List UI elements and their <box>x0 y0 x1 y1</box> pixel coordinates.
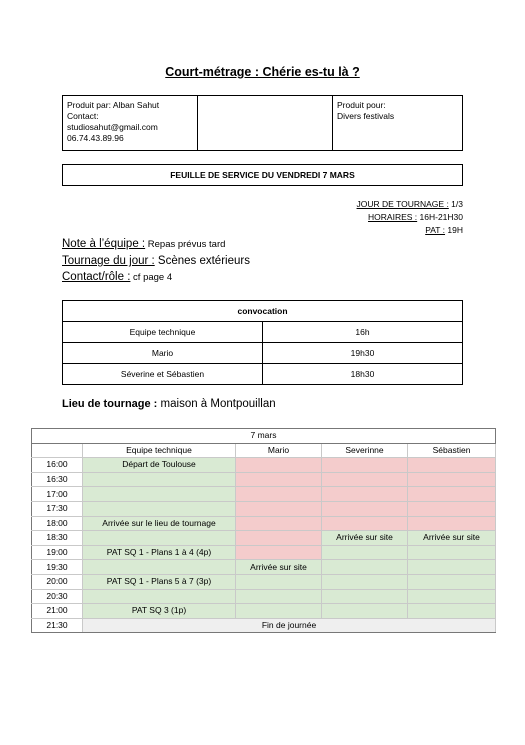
table-row <box>32 516 496 531</box>
table-row <box>32 560 496 575</box>
sebastien-cell <box>408 501 496 516</box>
mario-cell <box>236 458 322 473</box>
shoot-hours <box>368 212 463 222</box>
convocation-time: 16h <box>263 322 463 343</box>
severinne-cell <box>322 516 408 531</box>
mario-cell <box>236 516 322 531</box>
contact-note-label: Contact/rôle : <box>62 271 131 283</box>
sebastien-cell <box>408 604 496 619</box>
produced-for-label: Produit pour: <box>337 100 386 110</box>
mario-cell <box>236 604 322 619</box>
table-row <box>63 322 463 343</box>
shoot-of-day-value: Scènes extérieurs <box>154 255 250 267</box>
producer-name: Produit par: Alban Sahut <box>67 100 160 110</box>
table-row <box>32 531 496 546</box>
convocation-who: Equipe technique <box>63 322 263 343</box>
convocation-time: 19h30 <box>263 343 463 364</box>
convocation-who: Mario <box>63 343 263 364</box>
location-label: Lieu de tournage : <box>62 398 158 410</box>
mario-cell <box>236 487 322 502</box>
sebastien-cell <box>408 545 496 560</box>
shoot-hours-label: HORAIRES : <box>368 212 418 222</box>
produced-for-value: Divers festivals <box>337 111 395 121</box>
team-note-label: Note à l’équipe : <box>62 238 146 250</box>
time-cell: 20:30 <box>32 589 83 604</box>
shoot-of-day-label: Tournage du jour : <box>62 255 155 267</box>
schedule-date: 7 mars <box>32 429 496 444</box>
tech-cell: PAT SQ 1 - Plans 5 à 7 (3p) <box>83 574 236 589</box>
severinne-cell <box>322 589 408 604</box>
tech-cell <box>83 589 236 604</box>
time-cell: 20:00 <box>32 574 83 589</box>
table-row <box>32 574 496 589</box>
shoot-pat-label: PAT : <box>425 225 446 235</box>
location-value: maison à Montpouillan <box>157 398 276 410</box>
production-info-box <box>62 95 463 151</box>
mario-cell <box>236 545 322 560</box>
table-row <box>32 458 496 473</box>
tech-cell: PAT SQ 1 - Plans 1 à 4 (4p) <box>83 545 236 560</box>
tech-cell <box>83 531 236 546</box>
shoot-of-day-note <box>62 255 250 267</box>
time-cell: 17:00 <box>32 487 83 502</box>
table-row <box>32 545 496 560</box>
col-header-tech: Equipe technique <box>83 443 236 458</box>
tech-cell: PAT SQ 3 (1p) <box>83 604 236 619</box>
sebastien-cell: Arrivée sur site <box>408 531 496 546</box>
tech-cell <box>83 560 236 575</box>
mario-cell: Arrivée sur site <box>236 560 322 575</box>
sebastien-cell <box>408 472 496 487</box>
shoot-pat <box>425 225 463 235</box>
sebastien-cell <box>408 574 496 589</box>
tech-cell <box>83 472 236 487</box>
col-header-mario: Mario <box>236 443 322 458</box>
team-note-value: Repas prévus tard <box>145 239 226 250</box>
produced-for-cell <box>333 96 462 150</box>
time-cell: 19:30 <box>32 560 83 575</box>
shoot-hours-value: 16H-21H30 <box>417 212 463 222</box>
tech-cell: Arrivée sur le lieu de tournage <box>83 516 236 531</box>
col-header-sebastien: Sébastien <box>408 443 496 458</box>
convocation-time: 18h30 <box>263 364 463 385</box>
severinne-cell <box>322 545 408 560</box>
table-row <box>63 343 463 364</box>
shoot-day-label: JOUR DE TOURNAGE : <box>356 199 449 209</box>
table-row <box>32 604 496 619</box>
time-cell: 16:30 <box>32 472 83 487</box>
sebastien-cell <box>408 589 496 604</box>
severinne-cell <box>322 604 408 619</box>
shoot-day-value: 1/3 <box>448 199 463 209</box>
document-title: Court-métrage : Chérie es-tu là ? <box>165 65 360 79</box>
producer-cell <box>63 96 198 150</box>
contact-note-value: cf page 4 <box>130 272 173 283</box>
table-row <box>32 472 496 487</box>
mario-cell <box>236 589 322 604</box>
time-header <box>32 443 83 458</box>
severinne-cell <box>322 487 408 502</box>
tech-cell: Départ de Toulouse <box>83 458 236 473</box>
end-of-day-cell: Fin de journée <box>83 618 496 633</box>
severinne-cell: Arrivée sur site <box>322 531 408 546</box>
sebastien-cell <box>408 458 496 473</box>
sebastien-cell <box>408 487 496 502</box>
contact-note <box>62 271 172 283</box>
col-header-severinne: Severinne <box>322 443 408 458</box>
severinne-cell <box>322 560 408 575</box>
table-row <box>63 364 463 385</box>
time-cell: 18:00 <box>32 516 83 531</box>
tech-cell <box>83 487 236 502</box>
severinne-cell <box>322 458 408 473</box>
mario-cell <box>236 472 322 487</box>
time-cell: 19:00 <box>32 545 83 560</box>
time-cell: 21:30 <box>32 618 83 633</box>
sebastien-cell <box>408 560 496 575</box>
tech-cell <box>83 501 236 516</box>
severinne-cell <box>322 501 408 516</box>
mario-cell <box>236 574 322 589</box>
severinne-cell <box>322 574 408 589</box>
table-row <box>32 618 496 633</box>
schedule-date-row <box>32 429 496 444</box>
producer-email: studiosahut@gmail.com <box>67 122 158 132</box>
shoot-pat-value: 19H <box>445 225 463 235</box>
team-note <box>62 238 225 250</box>
mario-cell <box>236 501 322 516</box>
time-cell: 17:30 <box>32 501 83 516</box>
convocation-who: Séverine et Sébastien <box>63 364 263 385</box>
producer-phone: 06.74.43.89.96 <box>67 133 124 143</box>
time-cell: 16:00 <box>32 458 83 473</box>
time-cell: 21:00 <box>32 604 83 619</box>
time-cell: 18:30 <box>32 531 83 546</box>
shooting-location <box>62 398 276 410</box>
producer-contact-label: Contact: <box>67 111 99 121</box>
mario-cell <box>236 531 322 546</box>
convocation-header: convocation <box>63 301 463 322</box>
convocation-table <box>62 300 463 385</box>
shoot-day <box>357 199 463 209</box>
schedule-header-row <box>32 443 496 458</box>
schedule-table <box>31 428 496 633</box>
table-row <box>32 589 496 604</box>
empty-cell <box>198 96 333 150</box>
table-row <box>32 501 496 516</box>
table-row <box>32 487 496 502</box>
call-sheet-title: FEUILLE DE SERVICE DU VENDREDI 7 MARS <box>62 164 463 186</box>
sebastien-cell <box>408 516 496 531</box>
severinne-cell <box>322 472 408 487</box>
